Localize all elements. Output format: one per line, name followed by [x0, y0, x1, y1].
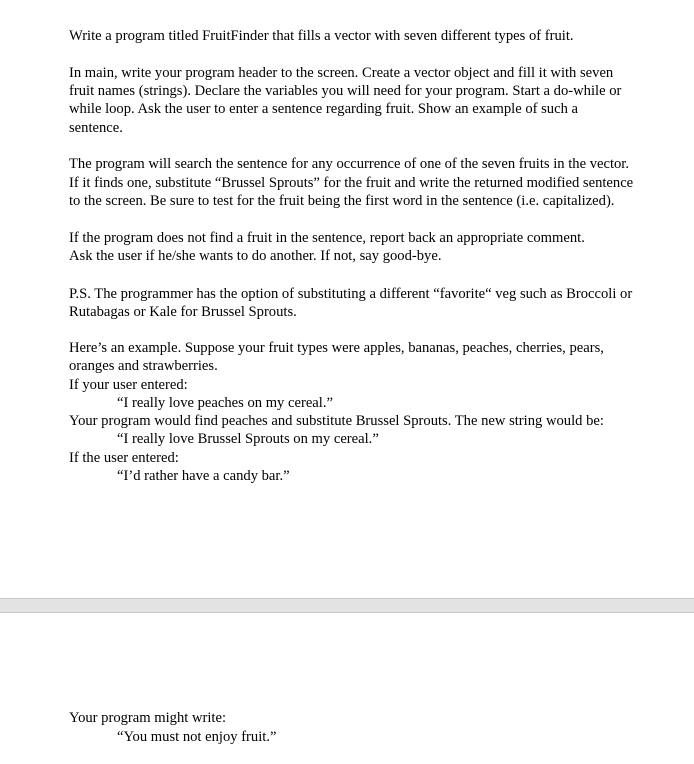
paragraph-2-line-1: In main, write your program header to the screen. Create a vector object and fill it with seven	[69, 65, 614, 81]
document-page-2	[0, 613, 694, 764]
paragraph-6-line-1: Here’s an example. Suppose your fruit types were apples, bananas, peaches, cherries, pears,	[69, 340, 604, 356]
paragraph-1-line-1: Write a program titled FruitFinder that fills a vector with seven different types of fruit.	[69, 28, 574, 44]
paragraph-3-line-3: to the screen. Be sure to test for the fruit being the first word in the sentence (i.e. capitalized).	[69, 193, 615, 209]
page-break-gap	[0, 598, 694, 613]
paragraph-2-line-4: sentence.	[69, 120, 123, 136]
paragraph-2-line-3: while loop. Ask the user to enter a sentence regarding fruit. Show an example of such a	[69, 101, 579, 117]
paragraph-6-line-5: Your program would find peaches and substitute Brussel Sprouts. The new string would be:	[69, 413, 604, 429]
paragraph-3-line-2: If it finds one, substitute “Brussel Sprouts” for the fruit and write the returned modified sentence	[69, 175, 634, 191]
paragraph-4-line-2: Ask the user if he/she wants to do another. If not, say good-bye.	[69, 248, 442, 264]
page-2-quote: “You must not enjoy fruit.”	[117, 729, 277, 745]
paragraph-3-line-1: The program will search the sentence for any occurrence of one of the seven fruits in the vector.	[69, 156, 630, 172]
paragraph-6-line-2: oranges and strawberries.	[69, 358, 218, 374]
paragraph-5-line-2: Rutabagas or Kale for Brussel Sprouts.	[69, 304, 297, 320]
paragraph-6-line-3: If your user entered:	[69, 377, 188, 393]
example-no-fruit-quote: “I’d rather have a candy bar.”	[117, 468, 290, 484]
paragraph-5-line-1: P.S. The programmer has the option of substituting a different “favorite“ veg such as Broccoli or	[69, 286, 633, 302]
paragraph-2-line-2: fruit names (strings). Declare the variables you will need for your program. Start a do-while or	[69, 83, 622, 99]
paragraph-6-line-7: If the user entered:	[69, 450, 179, 466]
example-output-quote: “I really love Brussel Sprouts on my cereal.”	[117, 431, 379, 447]
paragraph-4-line-1: If the program does not find a fruit in the sentence, report back an appropriate comment.	[69, 230, 585, 246]
example-input-quote: “I really love peaches on my cereal.”	[117, 395, 333, 411]
page-2-line-1: Your program might write:	[69, 710, 227, 726]
